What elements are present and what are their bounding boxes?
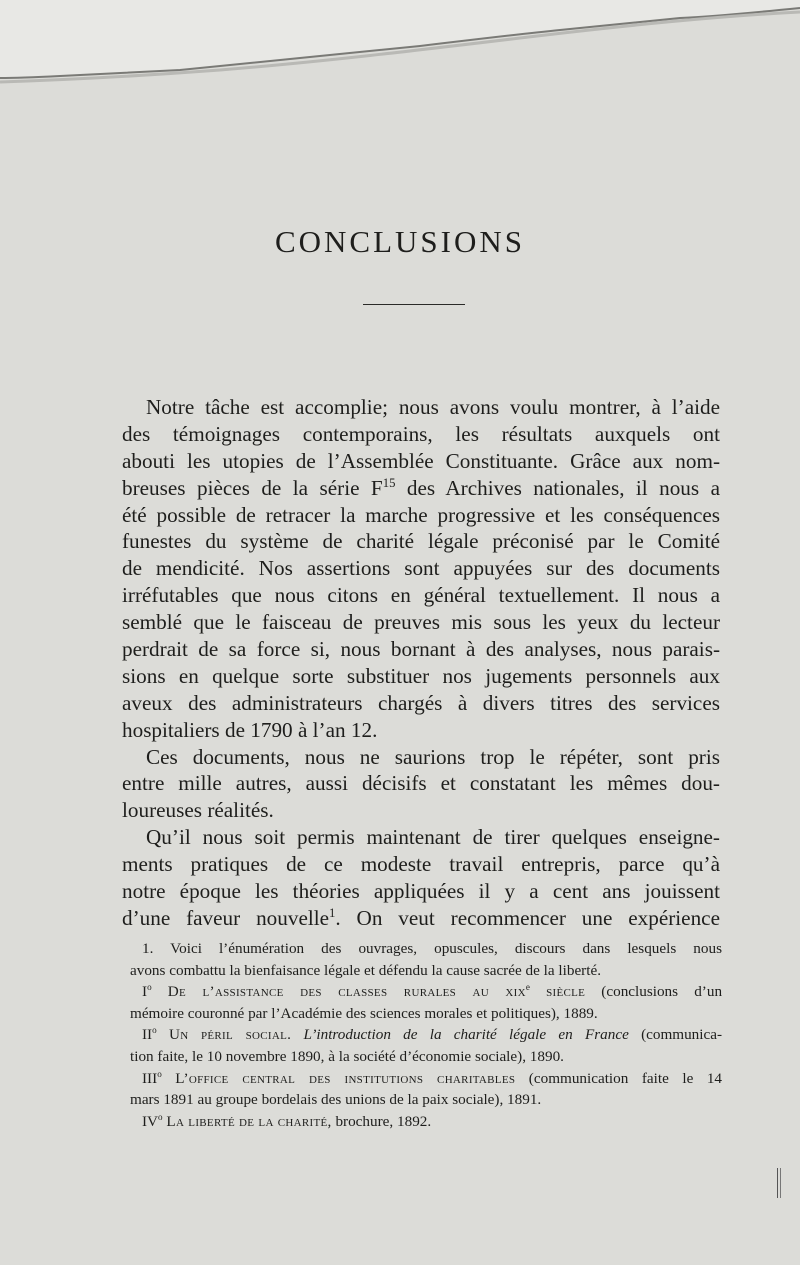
body-line: funestes du système de charité légale préconisé par le Comité bbox=[122, 529, 720, 554]
body-line: Qu’il nous soit permis maintenant de tirer quelques enseigne- bbox=[146, 825, 720, 850]
footnote-item bbox=[130, 1111, 722, 1133]
body-line: hospitaliers de 1790 à l’an 12. bbox=[122, 717, 378, 742]
body-line: loureuses réalités. bbox=[122, 798, 274, 823]
body-line: Notre tâche est accomplie; nous avons voulu montrer, à l’aide bbox=[146, 395, 720, 419]
body-line bbox=[122, 905, 720, 932]
work-title: La liberté de la charité, bbox=[166, 1112, 332, 1130]
work-title: siècle bbox=[546, 983, 586, 1001]
degree-mark: o bbox=[157, 1068, 162, 1079]
body-line bbox=[122, 475, 720, 502]
footnote-item bbox=[130, 981, 722, 1003]
body-line: aveux des administrateurs chargés à divers titres des services bbox=[122, 690, 720, 715]
footnotes bbox=[130, 938, 722, 1132]
torn-edge bbox=[0, 0, 800, 110]
degree-mark: o bbox=[152, 1025, 157, 1036]
work-title: De l’assistance des classes rurales au xix bbox=[167, 983, 526, 1001]
body-line: été possible de retracer la marche progressive et les conséquences bbox=[122, 502, 720, 527]
footnote-line: mars 1891 au groupe bordelais des unions de la paix sociale), 1891. bbox=[130, 1091, 542, 1109]
roman-numeral: I bbox=[142, 983, 148, 1001]
footnote-text: (conclusions d’un bbox=[601, 983, 723, 1001]
body-line: perdrait de sa force si, nous bornant à des analyses, nous parais- bbox=[122, 637, 720, 662]
footnote-line: avons combattu la bienfaisance légale et défendu la cause sacrée de la liberté. bbox=[130, 961, 601, 979]
series-superscript: 15 bbox=[382, 475, 396, 490]
body-line: abouti les utopies de l’Assemblée Constituante. Grâce aux nom- bbox=[122, 448, 720, 473]
footnote-text: (communica- bbox=[641, 1026, 723, 1044]
footnote-item bbox=[130, 1068, 722, 1090]
roman-numeral: II bbox=[142, 1026, 153, 1044]
century-superscript: e bbox=[525, 982, 530, 993]
work-title: L’office central des institutions charitables bbox=[175, 1069, 516, 1087]
body-line: des témoignages contemporains, les résultats auxquels ont bbox=[122, 421, 720, 446]
body-line: ments pratiques de ce modeste travail entrepris, parce qu’à bbox=[122, 852, 720, 877]
degree-mark: o bbox=[158, 1111, 163, 1122]
body-line: irréfutables que nous citons en général textuellement. Il nous a bbox=[122, 583, 720, 608]
roman-numeral: IV bbox=[142, 1112, 159, 1130]
footnote-item bbox=[130, 1024, 722, 1046]
footnote-text: brochure, 1892. bbox=[335, 1112, 432, 1130]
footnote-text: (communication faite le 14 bbox=[528, 1069, 723, 1087]
body-line: Ces documents, nous ne saurions trop le répéter, sont pris bbox=[146, 744, 720, 769]
body-line: notre époque les théories appliquées il y a cent ans jouissent bbox=[122, 879, 720, 904]
footnote-line: mémoire couronné par l’Académie des sciences morales et politiques), 1889. bbox=[130, 1004, 598, 1022]
body-line: de mendicité. Nos assertions sont appuyées sur des documents bbox=[122, 556, 720, 581]
body-line-part: . On veut recommencer une expérience bbox=[335, 905, 720, 930]
footnote-reference: 1 bbox=[329, 905, 336, 920]
degree-mark: o bbox=[147, 982, 152, 993]
binding-mark bbox=[777, 1168, 781, 1198]
body-text bbox=[122, 394, 720, 932]
body-line: sions en quelque sorte substituer nos jugements personnels aux bbox=[122, 663, 720, 688]
page-title: CONCLUSIONS bbox=[274, 224, 526, 259]
body-line-part: d’une faveur nouvelle bbox=[122, 905, 330, 930]
work-subtitle: L’introduction de la charité légale en France bbox=[303, 1026, 629, 1044]
roman-numeral: III bbox=[142, 1069, 158, 1087]
title-rule bbox=[363, 304, 465, 305]
footnote-line: 1. Voici l’énumération des ouvrages, opuscules, discours dans lesquels nous bbox=[142, 940, 722, 957]
footnote-line: tion faite, le 10 novembre 1890, à la société d’économie sociale), 1890. bbox=[130, 1047, 564, 1065]
body-line: entre mille autres, aussi décisifs et constatant les mêmes dou- bbox=[122, 771, 720, 796]
body-line-part: breuses pièces de la série F bbox=[122, 475, 383, 500]
body-line-part: des Archives nationales, il nous a bbox=[395, 475, 720, 500]
work-title: Un péril social. bbox=[168, 1026, 292, 1044]
body-line: semblé que le faisceau de preuves mis sous les yeux du lecteur bbox=[122, 610, 720, 635]
